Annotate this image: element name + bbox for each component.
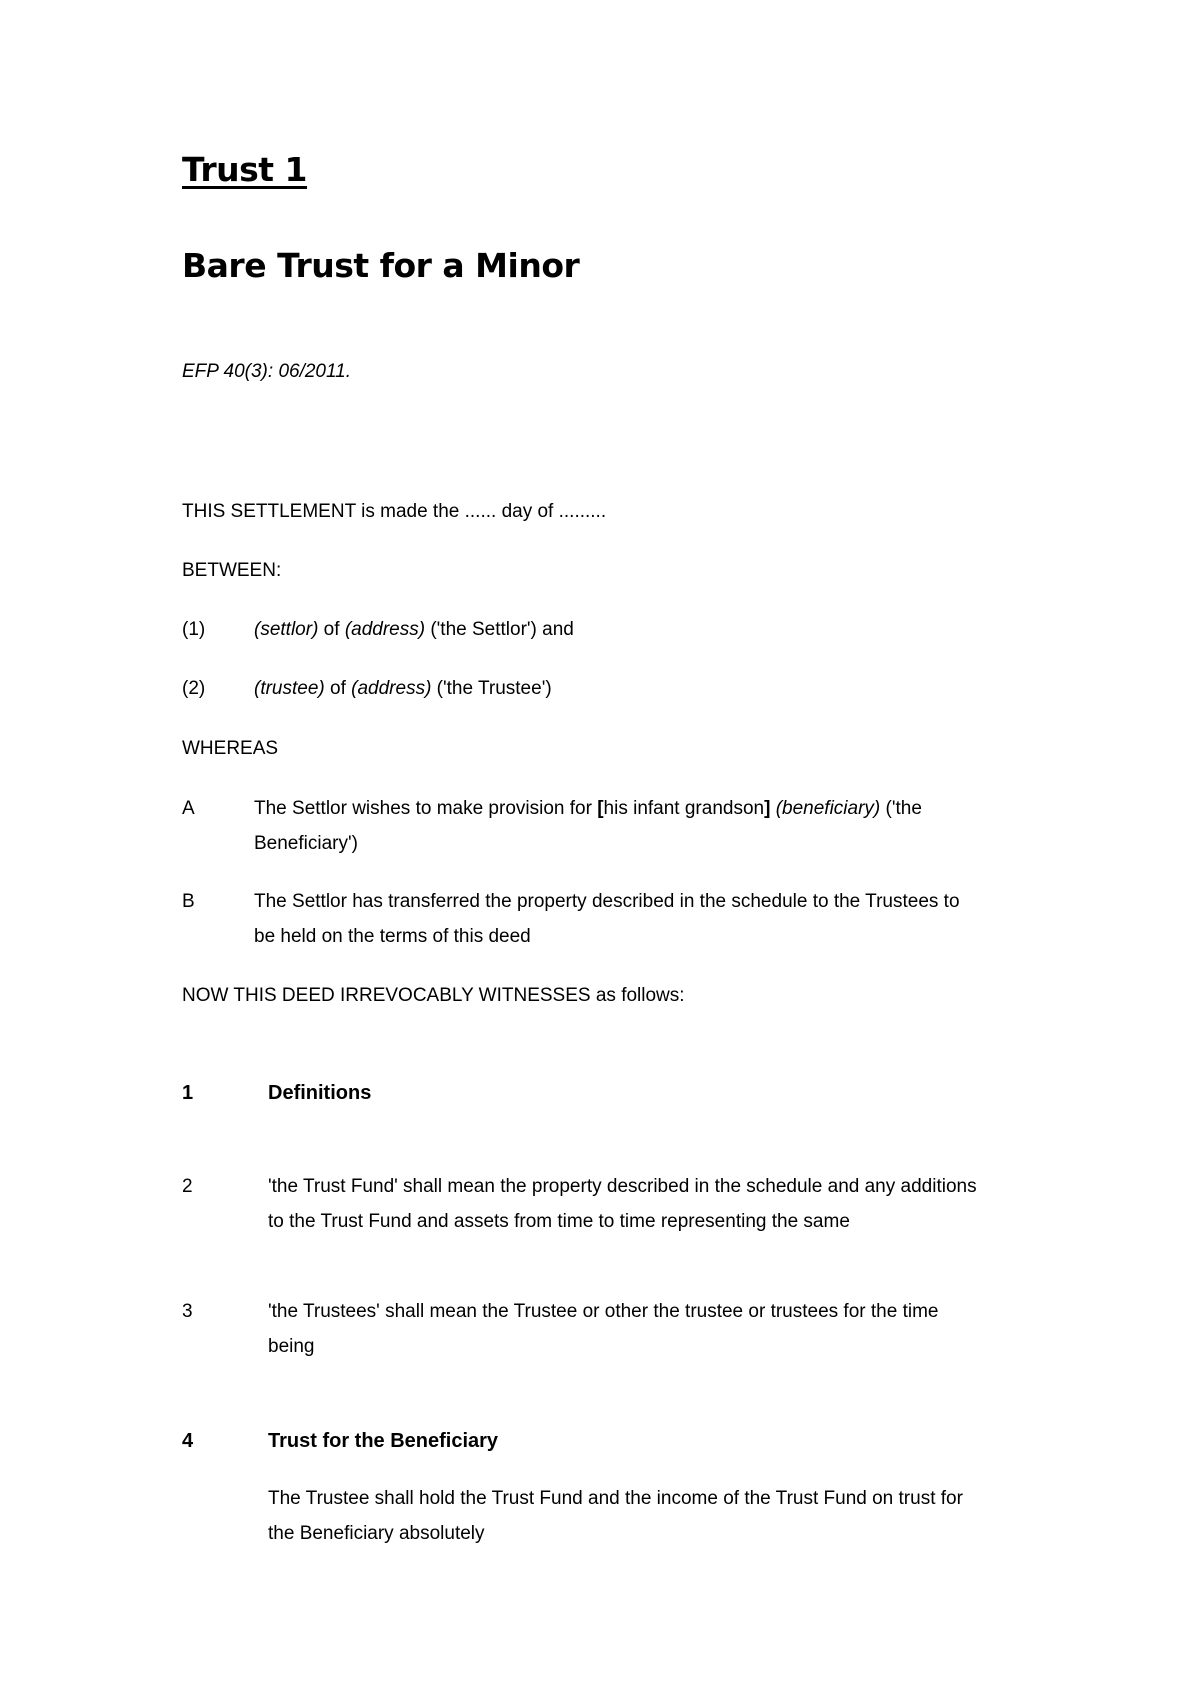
party-number: (1): [182, 619, 206, 640]
bracket-open: [: [597, 798, 604, 819]
party-address: (address): [351, 678, 432, 699]
reference-code: EFP 40(3): 06/2011.: [182, 361, 351, 382]
party-of: of: [324, 678, 352, 699]
party-of: of: [318, 619, 345, 640]
whereas-label: WHEREAS: [182, 738, 279, 759]
clause-line: being: [268, 1336, 315, 1357]
between-label: BETWEEN:: [182, 560, 282, 581]
party-name: (trustee): [254, 678, 325, 699]
clause-number: 2: [182, 1176, 193, 1197]
clause-heading: Trust for the Beneficiary: [268, 1430, 499, 1452]
witnesses-line: NOW THIS DEED IRREVOCABLY WITNESSES as follows:: [182, 985, 685, 1006]
document-title: Trust 1: [182, 150, 308, 189]
party-name: (settlor): [254, 619, 319, 640]
clause-line: the Beneficiary absolutely: [268, 1523, 485, 1544]
party-address: (address): [344, 619, 426, 640]
clause-line: 'the Trustees' shall mean the Trustee or other the trustee or trustees for the time: [268, 1301, 939, 1322]
recital-line: Beneficiary'): [254, 833, 358, 854]
clause-line: The Trustee shall hold the Trust Fund and the income of the Trust Fund on trust for: [268, 1488, 963, 1509]
clause-number: 3: [182, 1301, 193, 1322]
recital-line: be held on the terms of this deed: [254, 926, 531, 947]
settlement-line: THIS SETTLEMENT is made the ...... day of .........: [182, 501, 607, 522]
recital-text: The Settlor wishes to make provision for: [254, 798, 598, 819]
bracket-close: ]: [764, 798, 771, 819]
clause-line: to the Trust Fund and assets from time to time representing the same: [268, 1211, 850, 1232]
party-role: ('the Trustee'): [431, 678, 552, 699]
document-subtitle: Bare Trust for a Minor: [182, 246, 580, 285]
party-line: [254, 671, 552, 706]
recital-letter: B: [182, 891, 195, 912]
party-line: [254, 612, 574, 647]
clause-number: 4: [182, 1430, 194, 1452]
recital-letter: A: [182, 798, 195, 819]
clause-heading: Definitions: [268, 1082, 372, 1104]
recital-beneficiary: (beneficiary): [770, 798, 881, 819]
recital-line: The Settlor has transferred the property described in the schedule to the Trustees to: [254, 891, 960, 912]
bracketed-text: his infant grandson: [603, 798, 765, 819]
clause-number: 1: [182, 1082, 194, 1104]
clause-line: 'the Trust Fund' shall mean the property described in the schedule and any additions: [268, 1176, 977, 1197]
party-number: (2): [182, 678, 206, 699]
recital-line: [254, 791, 922, 826]
recital-text: ('the: [880, 798, 922, 819]
party-role: ('the Settlor') and: [425, 619, 574, 640]
